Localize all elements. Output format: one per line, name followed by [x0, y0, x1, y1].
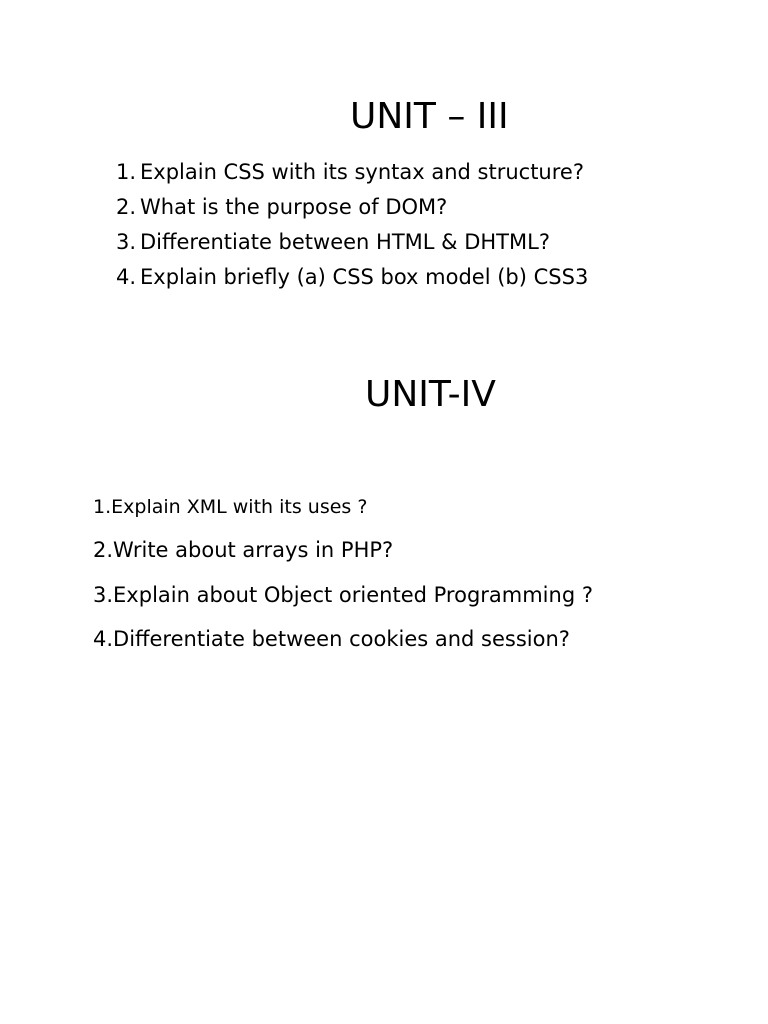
unit-3-question: [116, 155, 588, 190]
unit-3-question: [116, 190, 588, 225]
unit-3-question-list: [116, 155, 588, 295]
question-text: Explain briefly (a) CSS box model (b) CSS3: [140, 265, 589, 289]
question-text: What is the purpose of DOM?: [140, 195, 448, 219]
unit-4-question: 2.Write about arrays in PHP?: [93, 538, 394, 562]
question-number: 4.: [116, 265, 137, 289]
unit-4-question: 1.Explain XML with its uses ?: [93, 496, 368, 518]
question-number: 3.: [116, 230, 137, 254]
unit-3-heading: UNIT – III: [350, 96, 509, 137]
unit-3-question: [116, 225, 588, 260]
question-number: 2.: [116, 195, 137, 219]
question-text: Differentiate between HTML & DHTML?: [140, 230, 550, 254]
question-number: 1.: [116, 160, 137, 184]
unit-3-question: [116, 260, 588, 295]
unit-4-heading: UNIT-IV: [365, 374, 496, 415]
question-text: Explain CSS with its syntax and structure?: [140, 160, 584, 184]
unit-4-question: 4.Differentiate between cookies and session?: [93, 627, 570, 651]
unit-4-question: 3.Explain about Object oriented Programming ?: [93, 583, 593, 607]
